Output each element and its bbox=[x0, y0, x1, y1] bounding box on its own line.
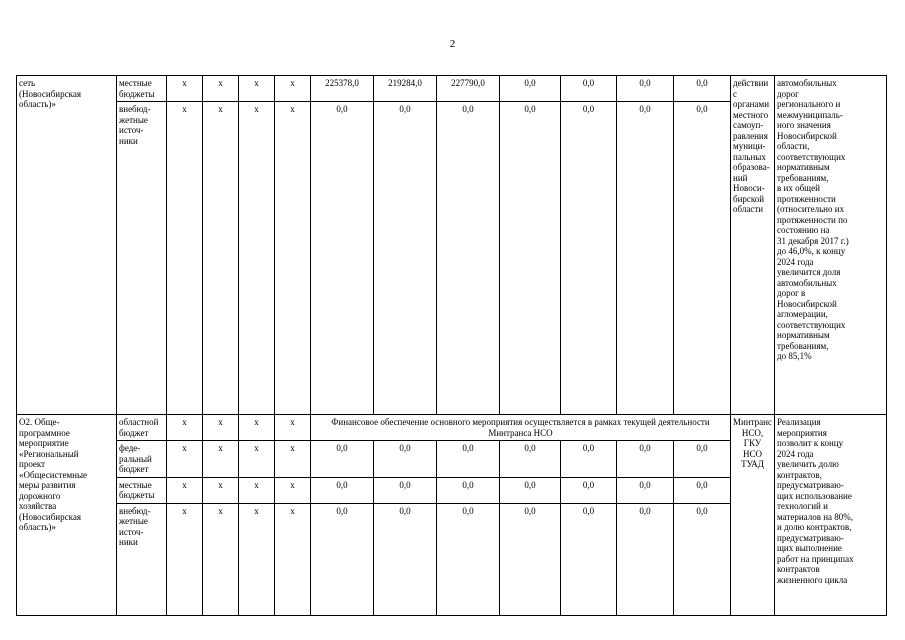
cell: х bbox=[167, 477, 203, 503]
cell: 0,0 bbox=[500, 76, 561, 102]
program-table bbox=[16, 75, 887, 616]
cell: х bbox=[239, 102, 275, 415]
financing-note: Финансовое обеспечение основного мероприятия осуществляется в рамках текущей деятельности Минтранса НСО bbox=[311, 415, 731, 441]
cell: 0,0 bbox=[437, 102, 500, 415]
responsible-org: действии с органами местного самоуп- равления муници- пальных образова- ний Новоси- бирской области bbox=[731, 76, 775, 415]
funding-source: местные бюджеты bbox=[117, 76, 167, 102]
cell: х bbox=[239, 76, 275, 102]
cell: х bbox=[203, 477, 239, 503]
funding-source: феде- ральный бюджет bbox=[117, 441, 167, 478]
cell: х bbox=[167, 415, 203, 441]
cell: 0,0 bbox=[561, 441, 617, 478]
responsible-org: Минтранс НСО, ГКУ НСО ТУАД bbox=[731, 415, 775, 616]
cell: 0,0 bbox=[437, 503, 500, 615]
cell: 0,0 bbox=[500, 102, 561, 415]
cell: 0,0 bbox=[311, 441, 374, 478]
cell: х bbox=[203, 76, 239, 102]
cell: 0,0 bbox=[437, 441, 500, 478]
cell: х bbox=[275, 76, 311, 102]
cell: х bbox=[203, 441, 239, 478]
cell: х bbox=[167, 503, 203, 615]
cell: х bbox=[203, 102, 239, 415]
measure-name: О2. Обще- программное мероприятие «Региональный проект «Общесистемные меры развития дорожного хозяйства (Новосибирская область)» bbox=[17, 415, 117, 616]
page-number: 2 bbox=[449, 38, 456, 50]
cell: 0,0 bbox=[674, 102, 731, 415]
funding-source: областной бюджет bbox=[117, 415, 167, 441]
cell: 0,0 bbox=[500, 441, 561, 478]
cell: 0,0 bbox=[311, 477, 374, 503]
cell: х bbox=[239, 441, 275, 478]
cell: 0,0 bbox=[500, 477, 561, 503]
cell: х bbox=[167, 441, 203, 478]
table-row bbox=[17, 415, 887, 441]
cell: 0,0 bbox=[374, 477, 437, 503]
cell: 0,0 bbox=[311, 102, 374, 415]
cell: 0,0 bbox=[617, 503, 674, 615]
expected-result: Реализация мероприятия позволит к концу 2024 года увеличить долю контрактов, предусматриваю- щих использование технологий и материалов на 80%, и долю контрактов, предусматриваю- щих выполнение работ на принципах контрактов жизненного цикла bbox=[775, 415, 887, 616]
cell: х bbox=[167, 102, 203, 415]
cell: 0,0 bbox=[561, 477, 617, 503]
cell: 0,0 bbox=[437, 477, 500, 503]
cell: х bbox=[275, 415, 311, 441]
funding-source: внебюд- жетные источ- ники bbox=[117, 503, 167, 615]
cell: 0,0 bbox=[674, 441, 731, 478]
cell: х bbox=[239, 415, 275, 441]
cell: 0,0 bbox=[674, 503, 731, 615]
cell: 0,0 bbox=[561, 102, 617, 415]
expected-result: автомобильных дорог регионального и межмуниципаль- ного значения Новосибирской области, соответствующих нормативным требованиям, в их общей протяженности (относительно их протяженности по состоянию на 31 декабря 2017 г.) до 46,0%, к концу 2024 года увеличится доля автомобильных дорог в Новосибирской агломерации, соответствующих нормативным требованиям, до 85,1% bbox=[775, 76, 887, 415]
cell: 0,0 bbox=[374, 441, 437, 478]
cell: 225378,0 bbox=[311, 76, 374, 102]
cell: х bbox=[239, 503, 275, 615]
cell: 227790,0 bbox=[437, 76, 500, 102]
cell: 0,0 bbox=[374, 503, 437, 615]
table-row bbox=[17, 76, 887, 102]
cell: 0,0 bbox=[674, 477, 731, 503]
funding-source: местные бюджеты bbox=[117, 477, 167, 503]
cell: х bbox=[275, 441, 311, 478]
cell: х bbox=[203, 503, 239, 615]
cell: х bbox=[275, 102, 311, 415]
cell: х bbox=[239, 477, 275, 503]
funding-source: внебюд- жетные источ- ники bbox=[117, 102, 167, 415]
cell: 0,0 bbox=[374, 102, 437, 415]
cell: х bbox=[203, 415, 239, 441]
cell: х bbox=[275, 477, 311, 503]
cell: 0,0 bbox=[674, 76, 731, 102]
cell: 0,0 bbox=[617, 102, 674, 415]
cell: 0,0 bbox=[617, 441, 674, 478]
cell: 0,0 bbox=[500, 503, 561, 615]
cell: х bbox=[275, 503, 311, 615]
cell: 0,0 bbox=[617, 76, 674, 102]
cell: 0,0 bbox=[561, 503, 617, 615]
cell: 0,0 bbox=[311, 503, 374, 615]
cell: х bbox=[167, 76, 203, 102]
cell: 0,0 bbox=[617, 477, 674, 503]
cell: 0,0 bbox=[561, 76, 617, 102]
cell: 219284,0 bbox=[374, 76, 437, 102]
measure-name: сеть (Новосибирская область)» bbox=[17, 76, 117, 415]
